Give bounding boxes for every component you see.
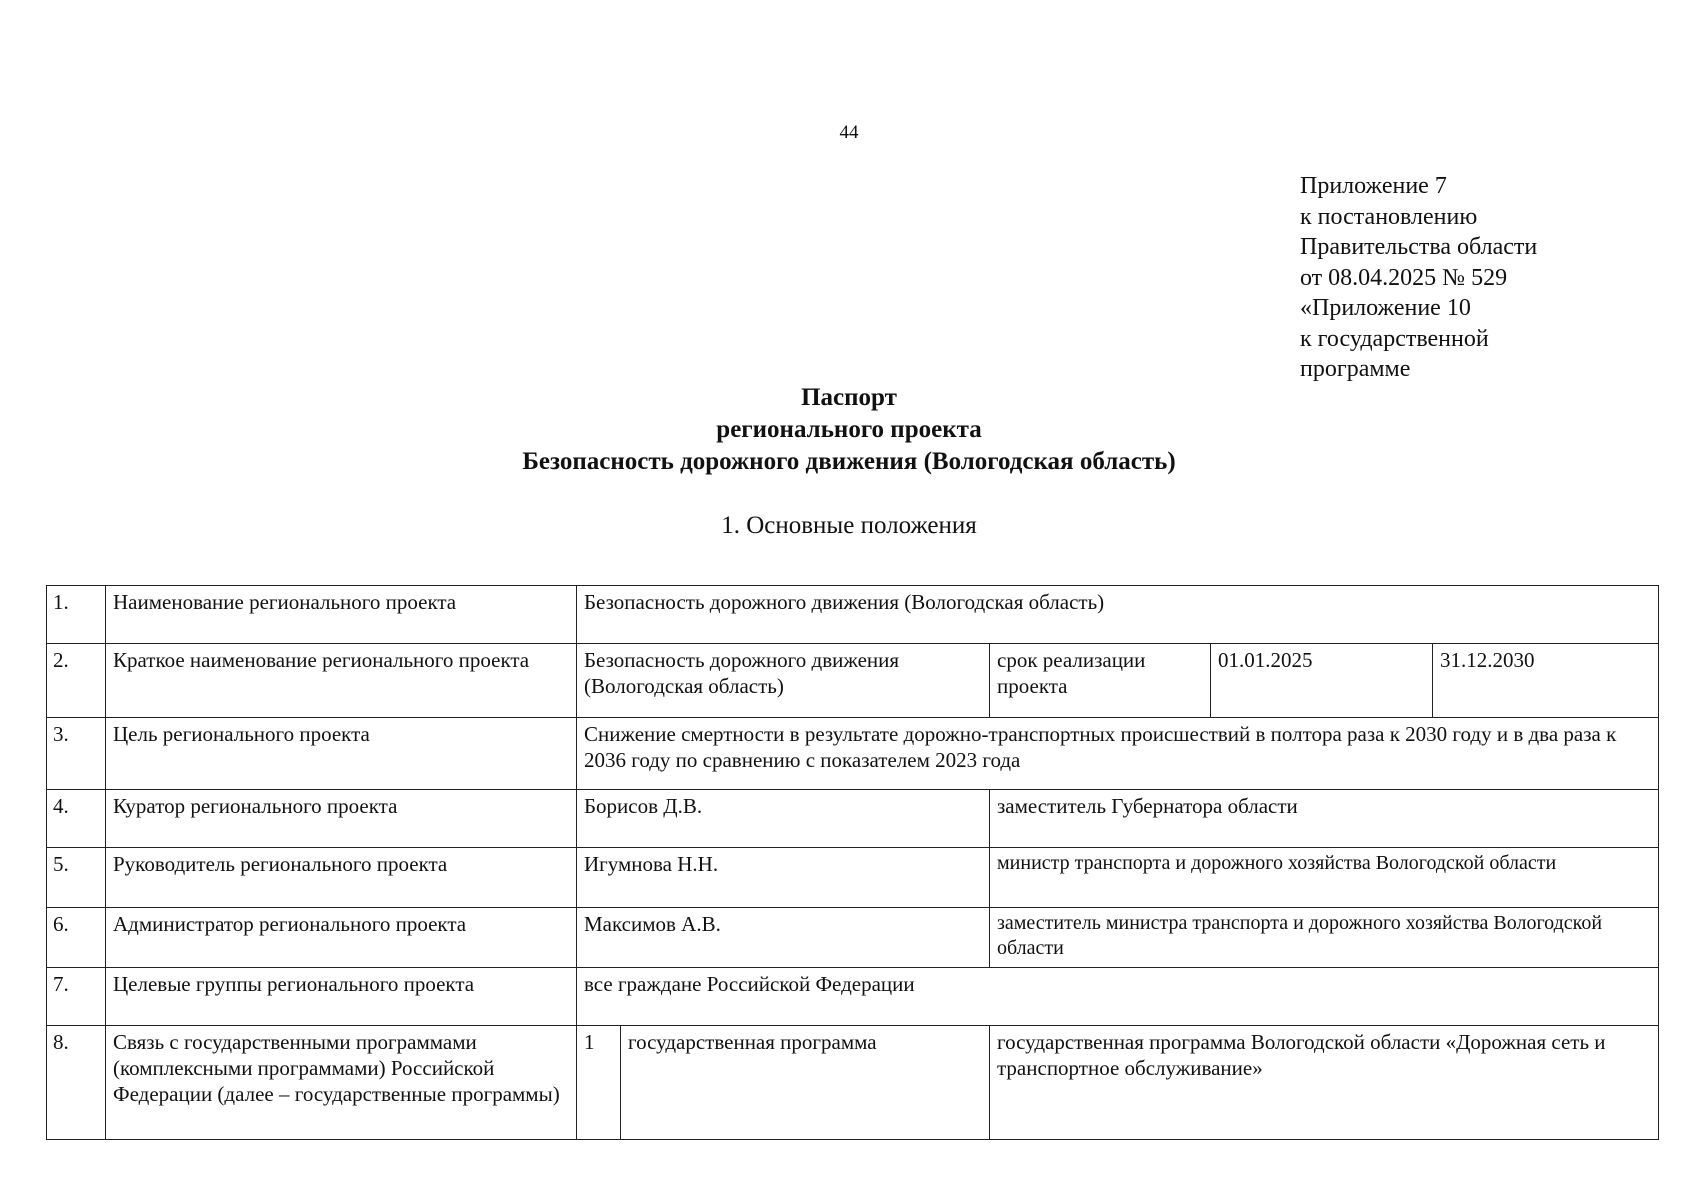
annex-line: к государственной [1300,325,1489,352]
table-row [47,908,1659,968]
row-label: Администратор регионального проекта [106,908,577,968]
section-heading: 1. Основные положения [721,512,977,539]
annex-line: от 08.04.2025 № 529 [1300,264,1508,291]
row-label: Целевые группы регионального проекта [106,968,577,1026]
title-line: Безопасность дорожного движения (Вологодская область) [522,448,1176,475]
row-label: Цель регионального проекта [106,718,577,790]
row-label: Куратор регионального проекта [106,790,577,848]
row-number: 7. [47,968,106,1026]
row-value: Снижение смертности в результате дорожно-транспортных происшествий в полтора раза к 2030 году и в два раза к 2036 году по сравнению с показателем 2023 года [577,718,1659,790]
start-date: 01.01.2025 [1211,644,1433,718]
table-row [47,790,1659,848]
person-name: Борисов Д.В. [577,790,990,848]
program-type: государственная программа [621,1026,990,1140]
document-title [0,382,1698,478]
row-number: 8. [47,1026,106,1140]
table-row [47,1026,1659,1140]
row-number: 4. [47,790,106,848]
row-number: 3. [47,718,106,790]
title-line: Паспорт [801,384,897,411]
annex-line: «Приложение 10 [1300,295,1471,321]
row-value: Безопасность дорожного движения (Вологодская область) [577,644,990,718]
row-label: Руководитель регионального проекта [106,848,577,908]
person-name: Игумнова Н.Н. [577,848,990,908]
passport-table [46,585,1659,1140]
table-row [47,848,1659,908]
end-date: 31.12.2030 [1433,644,1659,718]
program-name: государственная программа Вологодской области «Дорожная сеть и транспортное обслуживание» [990,1026,1659,1140]
sub-number: 1 [577,1026,621,1140]
annex-reference [1300,171,1537,385]
row-label: Наименование регионального проекта [106,586,577,644]
table-row [47,718,1659,790]
row-number: 2. [47,644,106,718]
term-label: срок реализации проекта [990,644,1211,718]
person-position: заместитель министра транспорта и дорожного хозяйства Вологодской области [990,908,1659,968]
annex-line: к постановлению [1300,203,1478,230]
row-number: 1. [47,586,106,644]
person-name: Максимов А.В. [577,908,990,968]
person-position: заместитель Губернатора области [990,790,1659,848]
table-row [47,586,1659,644]
row-number: 5. [47,848,106,908]
title-line: регионального проекта [716,416,982,443]
row-number: 6. [47,908,106,968]
annex-line: Правительства области [1300,234,1538,260]
annex-line: программе [1300,356,1411,382]
row-label: Краткое наименование регионального проекта [106,644,577,718]
row-value: Безопасность дорожного движения (Вологодская область) [577,586,1659,644]
table-row [47,644,1659,718]
row-value: все граждане Российской Федерации [577,968,1659,1026]
annex-line: Приложение 7 [1300,173,1447,199]
person-position: министр транспорта и дорожного хозяйства Вологодской области [990,848,1659,908]
page-number: 44 [839,122,859,143]
table-row [47,968,1659,1026]
row-label: Связь с государственными программами (комплексными программами) Российской Федерации (далее – государственные программы) [106,1026,577,1140]
